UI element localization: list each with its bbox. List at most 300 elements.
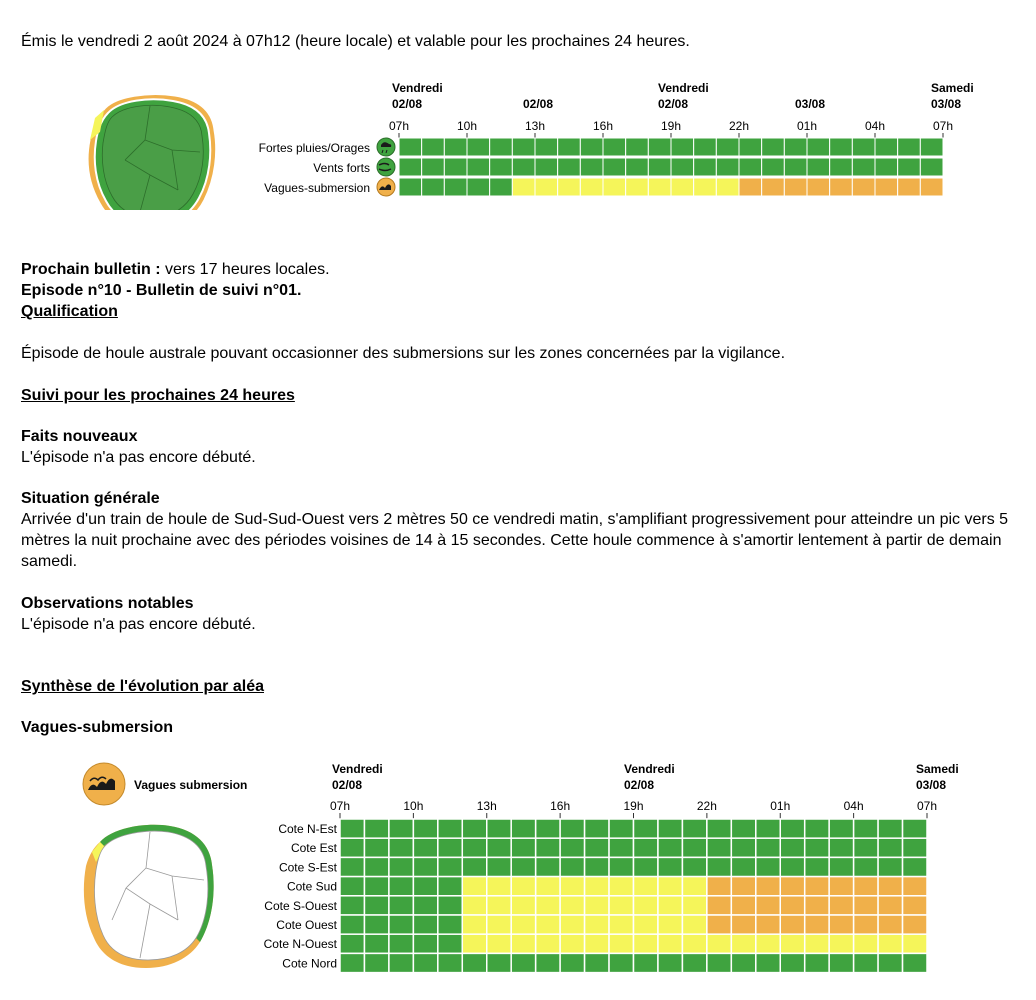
coast-vigilance-cell bbox=[682, 857, 706, 876]
vigilance-cell bbox=[444, 158, 467, 176]
coast-vigilance-cell bbox=[609, 934, 633, 953]
coast-vigilance-cell bbox=[731, 896, 755, 915]
vigilance-cell bbox=[739, 158, 762, 176]
vigilance-cell bbox=[580, 178, 603, 196]
vigilance-cell bbox=[422, 178, 445, 196]
coast-vigilance-cell bbox=[878, 838, 902, 857]
coast-vigilance-cell bbox=[536, 877, 560, 896]
coast-vigilance-cell bbox=[658, 819, 682, 838]
coast-vigilance-cell bbox=[829, 934, 853, 953]
vigilance-cell bbox=[467, 138, 490, 156]
vigilance-cell bbox=[535, 178, 558, 196]
vigilance-cell bbox=[444, 178, 467, 196]
vigilance-cell bbox=[422, 158, 445, 176]
next-bulletin-label: Prochain bulletin : bbox=[21, 261, 161, 278]
coast-vigilance-cell bbox=[340, 838, 364, 857]
coast-vigilance-cell bbox=[682, 838, 706, 857]
vigilance-cell bbox=[762, 158, 785, 176]
coast-vigilance-cell bbox=[609, 915, 633, 934]
faits-nouveaux-text: L'épisode n'a pas encore débuté. bbox=[21, 449, 256, 466]
row-label-rain: Fortes pluies/Orages bbox=[258, 141, 370, 155]
vigilance-cell bbox=[399, 178, 422, 196]
vigilance-cell bbox=[875, 158, 898, 176]
coast-vigilance-cell bbox=[487, 857, 511, 876]
wind-icon bbox=[377, 158, 395, 176]
vigilance-cell bbox=[875, 178, 898, 196]
coast-vigilance-cell bbox=[487, 934, 511, 953]
coast-vigilance-cell bbox=[707, 819, 731, 838]
coast-vigilance-cell bbox=[829, 838, 853, 857]
coast-vigilance-cell bbox=[413, 877, 437, 896]
coast-vigilance-cell bbox=[438, 877, 462, 896]
coast-vigilance-cell bbox=[878, 896, 902, 915]
hour-tick-label: 10h bbox=[403, 799, 424, 813]
coast-vigilance-cell bbox=[511, 857, 535, 876]
coast-vigilance-cell bbox=[511, 819, 535, 838]
coast-vigilance-cell bbox=[756, 896, 780, 915]
coast-vigilance-cell bbox=[903, 819, 927, 838]
coast-vigilance-cell bbox=[854, 819, 878, 838]
coast-vigilance-cell bbox=[364, 857, 388, 876]
coast-vigilance-cell bbox=[364, 915, 388, 934]
vigilance-cell bbox=[852, 138, 875, 156]
vigilance-cell bbox=[603, 138, 626, 156]
vigilance-cell bbox=[467, 178, 490, 196]
vigilance-cell bbox=[920, 158, 943, 176]
coast-vigilance-cell bbox=[634, 838, 658, 857]
coast-vigilance-cell bbox=[780, 819, 804, 838]
coast-vigilance-cell bbox=[707, 838, 731, 857]
coast-vigilance-cell bbox=[560, 819, 584, 838]
date-day-label: Vendredi bbox=[392, 81, 443, 95]
hour-tick-label: 19h bbox=[660, 119, 682, 133]
date-date-label: 02/08 bbox=[658, 97, 689, 111]
waves-icon bbox=[377, 178, 395, 196]
top-hour-axis bbox=[389, 119, 953, 138]
coast-vigilance-cell bbox=[780, 934, 804, 953]
vigilance-cell bbox=[739, 138, 762, 156]
coast-vigilance-cell bbox=[780, 838, 804, 857]
coast-vigilance-cell bbox=[413, 838, 437, 857]
coast-vigilance-cell bbox=[560, 915, 584, 934]
coast-vigilance-cell bbox=[438, 838, 462, 857]
coast-vigilance-cell bbox=[707, 934, 731, 953]
hour-tick-label: 10h bbox=[456, 119, 478, 133]
coast-vigilance-cell bbox=[340, 877, 364, 896]
bottom-hour-axis bbox=[330, 799, 937, 819]
coast-vigilance-cell bbox=[878, 915, 902, 934]
coast-vigilance-cell bbox=[536, 838, 560, 857]
coast-vigilance-cell bbox=[609, 838, 633, 857]
date-date-label: 02/08 bbox=[392, 97, 423, 111]
coast-vigilance-cell bbox=[462, 896, 486, 915]
coast-vigilance-cell bbox=[389, 953, 413, 972]
date-day-label: Vendredi bbox=[332, 762, 383, 776]
coast-vigilance-cell bbox=[707, 877, 731, 896]
coast-vigilance-cell bbox=[854, 953, 878, 972]
coast-vigilance-cell bbox=[634, 877, 658, 896]
coast-vigilance-cell bbox=[878, 857, 902, 876]
coast-vigilance-cell bbox=[658, 877, 682, 896]
coast-vigilance-cell bbox=[389, 915, 413, 934]
coast-vigilance-cell bbox=[634, 915, 658, 934]
observations-heading: Observations notables bbox=[21, 595, 194, 612]
vigilance-cell bbox=[694, 158, 717, 176]
coast-vigilance-cell bbox=[536, 953, 560, 972]
coast-vigilance-cell bbox=[658, 838, 682, 857]
coast-vigilance-cell bbox=[658, 934, 682, 953]
coast-vigilance-cell bbox=[364, 953, 388, 972]
coast-vigilance-cell bbox=[340, 819, 364, 838]
situation-text: Arrivée d'un train de houle de Sud-Sud-Ouest vers 2 mètres 50 ce vendredi matin, s'amplifiant progressivement pour atteindre un pic vers 5 mètres la nuit prochaine avec des périodes voisines de 14 à 15 secondes. Cette houle commence à s'amortir lentement à partir de demain samedi. bbox=[21, 511, 1009, 570]
coast-vigilance-cell bbox=[903, 934, 927, 953]
coast-vigilance-cell bbox=[438, 896, 462, 915]
bottom-date-headers bbox=[332, 762, 959, 792]
coast-vigilance-cell bbox=[340, 857, 364, 876]
hour-tick-label: 13h bbox=[524, 119, 546, 133]
vigilance-cell bbox=[762, 178, 785, 196]
coast-vigilance-cell bbox=[536, 915, 560, 934]
vigilance-cell bbox=[512, 138, 535, 156]
top-vigilance-grid bbox=[399, 138, 943, 196]
coast-vigilance-cell bbox=[389, 896, 413, 915]
vigilance-cell bbox=[920, 178, 943, 196]
coast-vigilance-cell bbox=[829, 896, 853, 915]
row-label-waves: Vagues-submersion bbox=[264, 181, 370, 195]
coast-vigilance-cell bbox=[658, 857, 682, 876]
coast-vigilance-cell bbox=[560, 896, 584, 915]
coast-vigilance-cell bbox=[903, 915, 927, 934]
hour-tick-label: 07h bbox=[916, 799, 938, 813]
coast-vigilance-cell bbox=[854, 877, 878, 896]
date-day-label: Vendredi bbox=[624, 762, 675, 776]
coast-vigilance-cell bbox=[780, 915, 804, 934]
coast-vigilance-cell bbox=[340, 896, 364, 915]
vigilance-cell bbox=[694, 138, 717, 156]
vigilance-cell bbox=[875, 138, 898, 156]
coast-row-label: Cote Ouest bbox=[276, 918, 337, 932]
date-date-label: 02/08 bbox=[523, 97, 554, 111]
coast-vigilance-cell bbox=[780, 896, 804, 915]
date-date-label: 03/08 bbox=[916, 778, 947, 792]
vigilance-cell bbox=[558, 178, 581, 196]
coast-vigilance-cell bbox=[487, 838, 511, 857]
hour-tick-label: 07h bbox=[388, 119, 410, 133]
coast-vigilance-cell bbox=[413, 896, 437, 915]
vigilance-cell bbox=[558, 138, 581, 156]
vigilance-cell bbox=[807, 178, 830, 196]
vigilance-cell bbox=[399, 138, 422, 156]
coast-vigilance-cell bbox=[585, 953, 609, 972]
coast-vigilance-cell bbox=[829, 857, 853, 876]
coast-vigilance-cell bbox=[585, 896, 609, 915]
coast-vigilance-cell bbox=[878, 877, 902, 896]
coast-vigilance-cell bbox=[585, 838, 609, 857]
coast-vigilance-cell bbox=[805, 934, 829, 953]
coast-vigilance-cell bbox=[438, 934, 462, 953]
coast-vigilance-cell bbox=[682, 934, 706, 953]
date-date-label: 02/08 bbox=[332, 778, 363, 792]
coast-vigilance-cell bbox=[731, 819, 755, 838]
qualification-heading: Qualification bbox=[21, 303, 118, 320]
coast-vigilance-cell bbox=[731, 915, 755, 934]
coast-vigilance-cell bbox=[878, 819, 902, 838]
coast-vigilance-cell bbox=[878, 934, 902, 953]
coast-vigilance-cell bbox=[731, 934, 755, 953]
vigilance-cell bbox=[671, 178, 694, 196]
coast-vigilance-cell bbox=[413, 857, 437, 876]
vigilance-cell bbox=[648, 158, 671, 176]
coast-row-label: Cote S-Ouest bbox=[264, 898, 337, 913]
coast-vigilance-cell bbox=[756, 934, 780, 953]
coast-vigilance-cell bbox=[462, 838, 486, 857]
coast-vigilance-cell bbox=[707, 896, 731, 915]
coast-vigilance-cell bbox=[854, 915, 878, 934]
coast-vigilance-cell bbox=[805, 838, 829, 857]
coast-vigilance-cell bbox=[634, 819, 658, 838]
coast-vigilance-cell bbox=[462, 953, 486, 972]
coast-vigilance-cell bbox=[462, 934, 486, 953]
coast-vigilance-cell bbox=[560, 934, 584, 953]
coast-vigilance-cell bbox=[805, 896, 829, 915]
coast-row-label: Cote Sud bbox=[286, 879, 337, 894]
next-bulletin-line bbox=[21, 259, 330, 280]
reunion-map-colored bbox=[88, 95, 216, 210]
coast-vigilance-cell bbox=[438, 953, 462, 972]
coast-vigilance-cell bbox=[829, 877, 853, 896]
coast-vigilance-cell bbox=[462, 915, 486, 934]
date-day-label: Vendredi bbox=[658, 81, 709, 95]
coast-vigilance-cell bbox=[854, 838, 878, 857]
bottom-vigilance-chart bbox=[0, 755, 1036, 985]
vigilance-cell bbox=[830, 138, 853, 156]
vigilance-cell bbox=[603, 158, 626, 176]
vigilance-cell bbox=[422, 138, 445, 156]
date-day-label: Samedi bbox=[916, 762, 959, 776]
row-label-wind: Vents forts bbox=[313, 161, 370, 175]
vigilance-cell bbox=[580, 158, 603, 176]
coast-vigilance-cell bbox=[658, 915, 682, 934]
coast-vigilance-cell bbox=[511, 953, 535, 972]
coast-vigilance-cell bbox=[413, 915, 437, 934]
coast-row-label: Cote N-Ouest bbox=[263, 937, 337, 952]
coast-vigilance-cell bbox=[756, 857, 780, 876]
coast-row-label: Cote N-Est bbox=[278, 822, 337, 836]
vigilance-cell bbox=[807, 158, 830, 176]
coast-vigilance-cell bbox=[658, 896, 682, 915]
coast-vigilance-cell bbox=[462, 857, 486, 876]
coast-vigilance-cell bbox=[585, 857, 609, 876]
synthese-heading: Synthèse de l'évolution par aléa bbox=[21, 678, 264, 695]
vagues-legend bbox=[83, 763, 247, 805]
date-date-label: 02/08 bbox=[624, 778, 655, 792]
vagues-heading: Vagues-submersion bbox=[21, 719, 174, 736]
coast-vigilance-cell bbox=[389, 819, 413, 838]
coast-vigilance-cell bbox=[854, 896, 878, 915]
vigilance-cell bbox=[739, 178, 762, 196]
coast-vigilance-cell bbox=[536, 857, 560, 876]
vigilance-cell bbox=[784, 178, 807, 196]
hour-tick-label: 04h bbox=[843, 799, 864, 813]
coast-vigilance-cell bbox=[805, 953, 829, 972]
coast-vigilance-cell bbox=[340, 953, 364, 972]
coast-vigilance-cell bbox=[780, 877, 804, 896]
situation-heading: Situation générale bbox=[21, 490, 160, 507]
coast-vigilance-cell bbox=[560, 838, 584, 857]
coast-vigilance-cell bbox=[731, 857, 755, 876]
coast-vigilance-cell bbox=[756, 819, 780, 838]
hour-tick-label: 19h bbox=[623, 799, 644, 813]
coast-vigilance-cell bbox=[413, 934, 437, 953]
coast-vigilance-cell bbox=[536, 934, 560, 953]
vigilance-cell bbox=[671, 158, 694, 176]
vigilance-cell bbox=[784, 158, 807, 176]
vigilance-cell bbox=[784, 138, 807, 156]
coast-vigilance-cell bbox=[511, 877, 535, 896]
coast-vigilance-cell bbox=[487, 819, 511, 838]
hour-tick-label: 22h bbox=[728, 119, 750, 133]
coast-vigilance-cell bbox=[731, 877, 755, 896]
vigilance-cell bbox=[626, 158, 649, 176]
coast-vigilance-cell bbox=[731, 953, 755, 972]
coast-vigilance-cell bbox=[756, 915, 780, 934]
vigilance-cell bbox=[920, 138, 943, 156]
coast-vigilance-cell bbox=[829, 819, 853, 838]
coast-vigilance-cell bbox=[634, 857, 658, 876]
coast-vigilance-cell bbox=[487, 896, 511, 915]
coast-vigilance-cell bbox=[364, 838, 388, 857]
hour-tick-label: 01h bbox=[796, 119, 818, 133]
vigilance-cell bbox=[626, 178, 649, 196]
coast-vigilance-cell bbox=[682, 953, 706, 972]
vigilance-cell bbox=[490, 138, 513, 156]
coast-vigilance-cell bbox=[903, 838, 927, 857]
coast-vigilance-cell bbox=[560, 857, 584, 876]
coast-vigilance-cell bbox=[707, 953, 731, 972]
coast-vigilance-cell bbox=[364, 819, 388, 838]
coast-vigilance-cell bbox=[634, 896, 658, 915]
coast-vigilance-cell bbox=[536, 819, 560, 838]
coast-vigilance-cell bbox=[364, 877, 388, 896]
vigilance-cell bbox=[535, 138, 558, 156]
coast-vigilance-cell bbox=[585, 934, 609, 953]
coast-vigilance-cell bbox=[903, 953, 927, 972]
vigilance-cell bbox=[490, 178, 513, 196]
coast-vigilance-cell bbox=[609, 819, 633, 838]
vigilance-cell bbox=[535, 158, 558, 176]
coast-vigilance-cell bbox=[438, 819, 462, 838]
coast-vigilance-cell bbox=[585, 877, 609, 896]
legend-label: Vagues submersion bbox=[134, 778, 248, 792]
vigilance-cell bbox=[558, 158, 581, 176]
coast-vigilance-grid bbox=[340, 819, 927, 973]
faits-nouveaux-heading: Faits nouveaux bbox=[21, 428, 138, 445]
hour-tick-label: 16h bbox=[592, 119, 614, 133]
coast-vigilance-cell bbox=[634, 934, 658, 953]
hour-tick-label: 01h bbox=[770, 799, 791, 813]
coast-vigilance-cell bbox=[658, 953, 682, 972]
date-date-label: 03/08 bbox=[931, 97, 962, 111]
coast-vigilance-cell bbox=[829, 953, 853, 972]
coast-vigilance-cell bbox=[511, 896, 535, 915]
coast-vigilance-cell bbox=[511, 838, 535, 857]
coast-vigilance-cell bbox=[536, 896, 560, 915]
coast-vigilance-cell bbox=[487, 877, 511, 896]
date-date-label: 03/08 bbox=[795, 97, 826, 111]
coast-vigilance-cell bbox=[756, 953, 780, 972]
coast-vigilance-cell bbox=[462, 819, 486, 838]
coast-vigilance-cell bbox=[560, 953, 584, 972]
coast-vigilance-cell bbox=[389, 857, 413, 876]
coast-vigilance-cell bbox=[609, 953, 633, 972]
coast-vigilance-cell bbox=[756, 877, 780, 896]
coast-row-labels bbox=[264, 822, 338, 970]
coast-vigilance-cell bbox=[438, 857, 462, 876]
vigilance-cell bbox=[716, 138, 739, 156]
coast-vigilance-cell bbox=[903, 857, 927, 876]
coast-vigilance-cell bbox=[682, 877, 706, 896]
coast-vigilance-cell bbox=[682, 915, 706, 934]
coast-vigilance-cell bbox=[487, 953, 511, 972]
coast-vigilance-cell bbox=[707, 857, 731, 876]
coast-vigilance-cell bbox=[854, 857, 878, 876]
observations-text: L'épisode n'a pas encore débuté. bbox=[21, 616, 256, 633]
vigilance-cell bbox=[898, 158, 921, 176]
episode-line: Episode n°10 - Bulletin de suivi n°01. bbox=[21, 282, 302, 299]
vigilance-cell bbox=[716, 178, 739, 196]
vigilance-cell bbox=[444, 138, 467, 156]
coast-vigilance-cell bbox=[707, 915, 731, 934]
coast-row-label: Cote Nord bbox=[282, 956, 337, 971]
hour-tick-label: 22h bbox=[696, 799, 717, 813]
coast-vigilance-cell bbox=[511, 915, 535, 934]
coast-vigilance-cell bbox=[340, 934, 364, 953]
coast-vigilance-cell bbox=[609, 857, 633, 876]
vigilance-cell bbox=[830, 178, 853, 196]
coast-vigilance-cell bbox=[585, 915, 609, 934]
coast-vigilance-cell bbox=[413, 953, 437, 972]
coast-vigilance-cell bbox=[780, 953, 804, 972]
coast-vigilance-cell bbox=[585, 819, 609, 838]
waves-icon bbox=[83, 763, 125, 805]
vigilance-cell bbox=[694, 178, 717, 196]
coast-vigilance-cell bbox=[805, 877, 829, 896]
top-vigilance-chart bbox=[0, 70, 1036, 210]
coast-vigilance-cell bbox=[780, 857, 804, 876]
coast-vigilance-cell bbox=[682, 896, 706, 915]
qualification-text: Épisode de houle australe pouvant occasionner des submersions sur les zones concernées par la vigilance. bbox=[21, 345, 786, 362]
vigilance-cell bbox=[898, 178, 921, 196]
vigilance-cell bbox=[603, 178, 626, 196]
coast-vigilance-cell bbox=[389, 877, 413, 896]
coast-vigilance-cell bbox=[438, 915, 462, 934]
vigilance-cell bbox=[512, 158, 535, 176]
coast-vigilance-cell bbox=[903, 896, 927, 915]
coast-vigilance-cell bbox=[413, 819, 437, 838]
coast-vigilance-cell bbox=[878, 953, 902, 972]
vigilance-cell bbox=[807, 138, 830, 156]
hour-tick-label: 16h bbox=[550, 799, 571, 813]
coast-vigilance-cell bbox=[903, 877, 927, 896]
coast-vigilance-cell bbox=[511, 934, 535, 953]
vigilance-cell bbox=[648, 138, 671, 156]
coast-vigilance-cell bbox=[487, 915, 511, 934]
coast-vigilance-cell bbox=[609, 896, 633, 915]
coast-vigilance-cell bbox=[682, 819, 706, 838]
coast-vigilance-cell bbox=[389, 838, 413, 857]
suivi-heading: Suivi pour les prochaines 24 heures bbox=[21, 387, 295, 404]
hour-tick-label: 04h bbox=[864, 119, 886, 133]
